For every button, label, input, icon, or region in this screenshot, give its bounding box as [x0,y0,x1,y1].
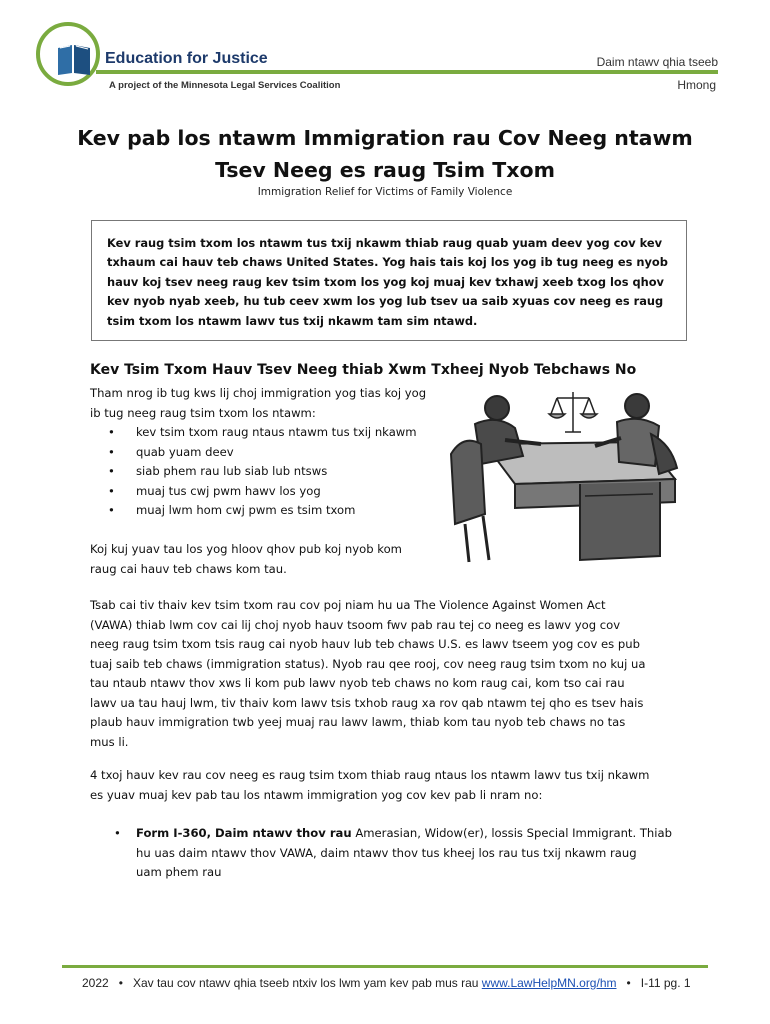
section-heading: Kev Tsim Txom Hauv Tsev Neeg thiab Xwm Txheej Nyob Tebchaws No [90,362,637,378]
footer-year: 2022 [82,976,109,990]
list-item: • kev tsim txom raug ntaus ntawm tus txij nkawm [108,423,417,443]
list-item: • quab yuam deev [108,443,417,463]
consultation-illustration [445,384,685,564]
abuse-type-list [108,423,417,521]
intro-line: txhaum cai hauv teb chaws United States. Yog hais tais koj los yog ib tug neeg es nyob [107,255,668,270]
header-rule [96,70,718,74]
intro-line: kev nyob nyab xeeb, hu tub ceev xwm los yog lub tsev ua saib xyuas cov neeg es raug [107,294,664,309]
page-subtitle: Immigration Relief for Victims of Family Violence [257,186,513,198]
list-item: • muaj lwm hom cwj pwm es tsim txom [108,501,417,521]
bullet-icon: • [108,503,115,517]
form-i360-label: Form I-360, Daim ntawv thov rau [136,826,352,840]
relief-options-paragraph: 4 txoj hauv kev rau cov neeg es raug tsim txom thiab raug ntaus los ntawm lawv tus txij nkawm es yuav muaj kev pab tau los ntawm immigration yog cov kev pab li nram no: [90,768,650,802]
scales-of-justice-icon [549,392,597,432]
document-type-label: Daim ntawv qhia tseeb [596,55,718,69]
intro-line: hauv koj tsev neeg raug kev tsim txom los yog koj muaj kev txhawj xeeb txog los qhov [107,274,664,289]
language-label: Hmong [677,78,716,92]
lawhelp-link[interactable]: www.LawHelpMN.org/hm [481,976,617,990]
intro-line: tsim txom los ntawm lawv tus txij nkawm tam sim ntawd. [107,313,478,328]
page-title-line-1: Kev pab los ntawm Immigration rau Cov Neeg ntawm [77,126,693,150]
form-i360-item: • Form I-360, Daim ntawv thov rau Amerasian, Widow(er), lossis Special Immigrant. Thiab hu uas daim ntawv thov VAWA, daim ntawv thov tus kheej los rau tus txij nkawm raug uam phem rau [114,826,672,879]
footer-separator: • [626,976,631,990]
list-item: • siab phem rau lub siab lub ntsws [108,462,417,482]
page-title-line-2: Tsev Neeg es raug Tsim Txom [215,158,555,182]
intro-line: Kev raug tsim txom los ntawm tus txij nkawm thiab raug quab yuam deev yog cov kev [107,236,663,250]
intro-callout-text [107,234,667,331]
footer-rule [62,965,708,968]
brand-name: Education for Justice [105,50,268,67]
book-logo-icon [52,42,96,78]
lead-line: Tham nrog ib tug kws lij choj immigration yog tias koj yog [90,386,427,400]
list-item: • muaj tus cwj pwm hawv los yog [108,482,417,502]
brand-tagline: A project of the Minnesota Legal Services Coalition [109,80,341,91]
footer-separator: • [118,976,123,990]
page-footer [82,976,691,990]
page-title [0,122,770,186]
bullet-icon: • [108,464,115,478]
footer-text: Xav tau cov ntawv qhia tseeb ntxiv los lwm yam kev pab mus rau [132,976,479,990]
bullet-icon: • [114,826,121,840]
status-paragraph: Koj kuj yuav tau los yog hloov qhov pub koj nyob kom raug cai hauv teb chaws kom tau. [90,542,402,576]
lead-line: ib tug neeg raug tsim txom los ntawm: [90,405,316,420]
bullet-icon: • [108,483,115,498]
bullet-icon: • [108,444,115,459]
page-number: I-11 pg. 1 [640,976,691,990]
lead-paragraph [90,384,426,423]
vawa-paragraph: Tsab cai tiv thaiv kev tsim txom rau cov poj niam hu ua The Violence Against Women Act (VAWA) thiab lwm cov cai lij choj nyob hauv tsoom fwv pab rau tej co neeg es lawv yog cov neeg raug tsim txom tsis raug cai nyob hauv lub teb chaws U.S. es lawv tseem yog cov es pub tuaj saib teb chaws (immigration status). Nyob rau qee rooj, cov neeg raug tsim txom no kuj ua tau ntaub ntawv thov xws li kom pub lawv nyob teb chaws no kom raug cai, kom tso cai rau lawv ua tau hauj lwm, tiv thaiv kom lawv tsis txhob raug xa rov qab ntawm tej qho es tsev hais plaub hauv immigration twb yeej muaj rau lawv lawm, thiab kom tau nyob teb chaws no tas mus li. [90,598,646,749]
bullet-icon: • [108,425,115,439]
